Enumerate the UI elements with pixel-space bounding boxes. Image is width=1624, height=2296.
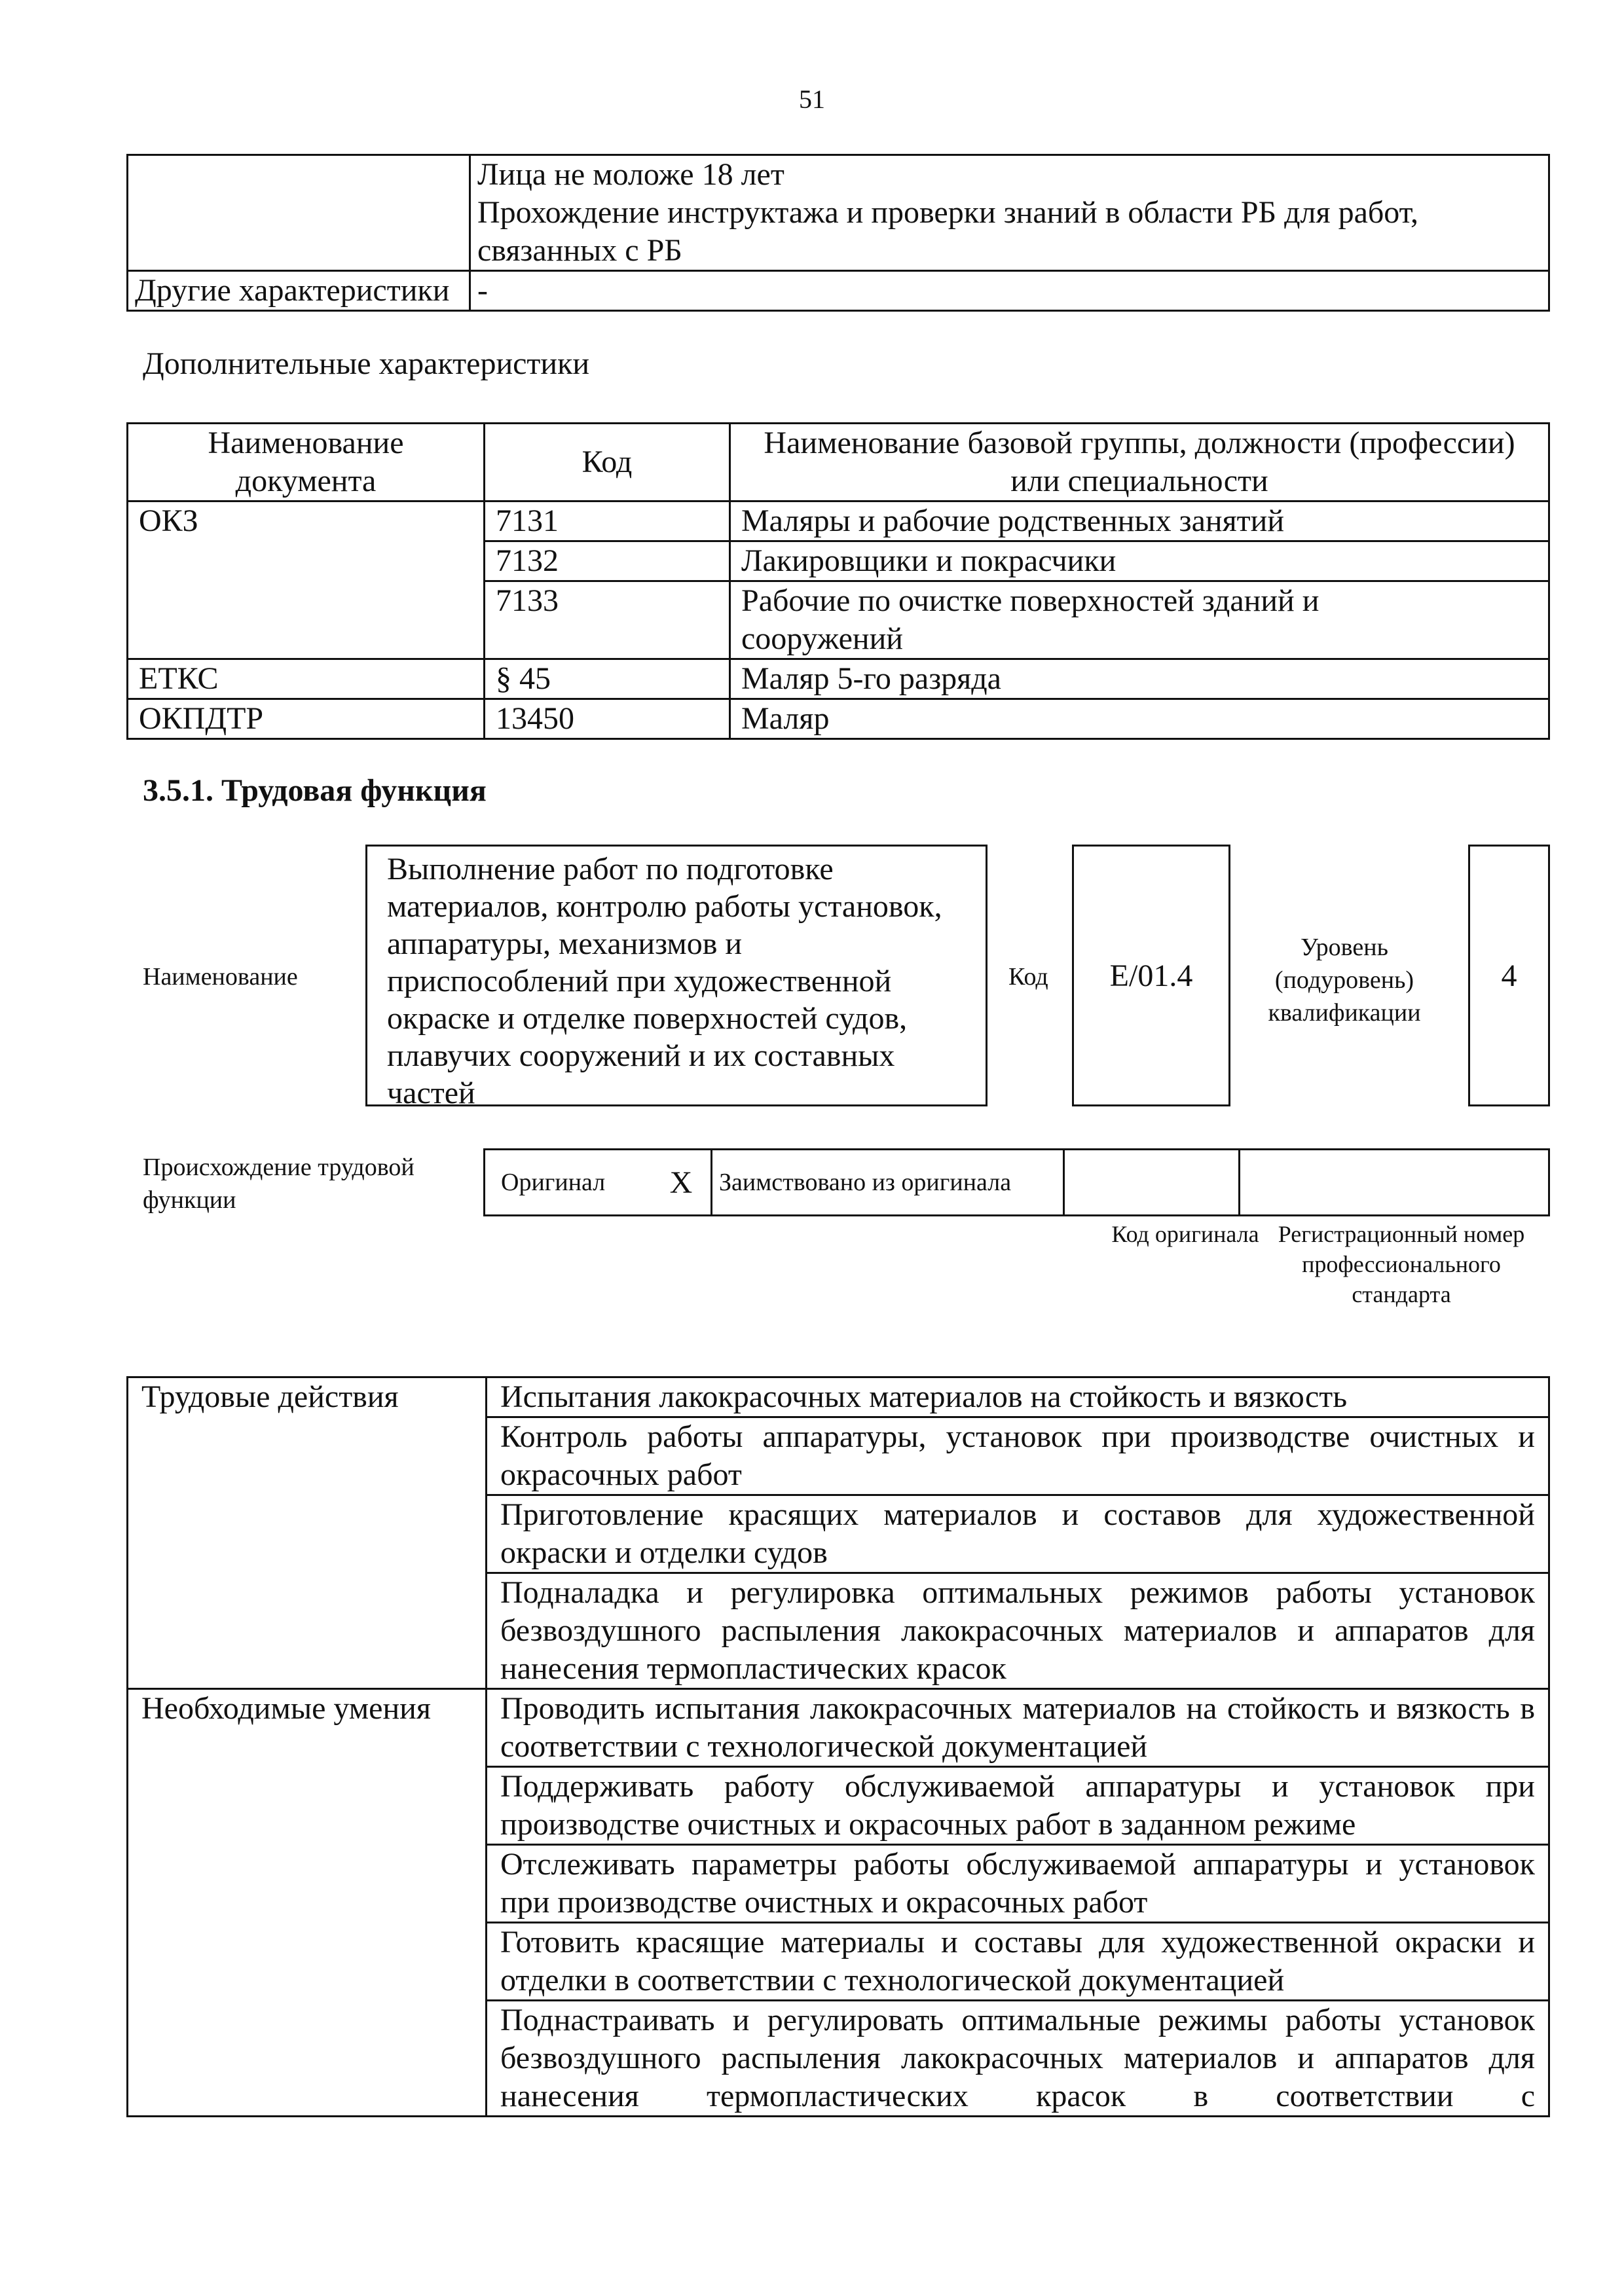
requirement-line: Лица не моложе 18 лет [477, 157, 784, 192]
function-heading: 3.5.1. Трудовая функция [143, 773, 487, 808]
okz-doc: ОКЗ [128, 501, 485, 659]
requirements-cell [470, 155, 1549, 271]
requirements-empty-cell [128, 155, 470, 271]
additional-characteristics-title: Дополнительные характеристики [143, 346, 590, 381]
function-name-label: Наименование [143, 963, 298, 991]
action-item: Подналадка и регулировка оптимальных режимов работы установок безвоздушного распыления лакокрасочных материалов и аппаратов для нанесения термопластических красок [487, 1573, 1549, 1689]
action-item: Испытания лакокрасочных материалов на стойкость и вязкость [487, 1377, 1549, 1417]
origin-original-label: Оригинал [485, 1150, 652, 1216]
origin-code-cell [1064, 1150, 1240, 1216]
requirement-line: Прохождение инструктажа и проверки знаний в области РБ для работ, связанных с РБ [477, 195, 1419, 268]
origin-reg-cell [1240, 1150, 1549, 1216]
etks-doc: ЕТКС [128, 659, 485, 699]
skill-item: Готовить красящие материалы и составы для художественной окраски и отделки в соответствии с технологической документацией [487, 1923, 1549, 2001]
okz-code: 7133 [485, 581, 730, 659]
origin-reg-caption: Регистрационный номер профессионального стандарта [1278, 1221, 1525, 1307]
etks-code: § 45 [485, 659, 730, 699]
skill-item: Поднастраивать и регулировать оптимальные режимы работы установок безвоздушного распыления лакокрасочных материалов и аппаратов для нанесения термопластических красок в соответствии с [487, 2001, 1549, 2117]
function-code-label: Код [1008, 963, 1048, 991]
qualification-level-box: 4 [1468, 845, 1550, 1106]
okz-name: Рабочие по очистке поверхностей зданий и сооружений [730, 581, 1549, 659]
page-number: 51 [799, 84, 825, 114]
origin-borrowed-label: Заимствовано из оригинала [712, 1150, 1064, 1216]
requirements-table [126, 154, 1550, 312]
origin-label-text: Происхождение трудовой функции [143, 1154, 415, 1214]
etks-name: Маляр 5-го разряда [730, 659, 1549, 699]
action-item: Приготовление красящих материалов и составов для художественной окраски и отделки судов [487, 1495, 1549, 1573]
other-characteristics-value: - [470, 271, 1549, 311]
origin-code-caption: Код оригинала [1111, 1221, 1259, 1247]
header-group-name: Наименование базовой группы, должности (профессии) или специальности [730, 424, 1549, 501]
header-document: Наименование документа [128, 424, 485, 501]
okz-code: 7132 [485, 541, 730, 581]
okz-name: Маляры и рабочие родственных занятий [730, 501, 1549, 541]
origin-label [143, 1151, 457, 1216]
origin-original-mark: X [652, 1150, 712, 1216]
okpdtr-code: 13450 [485, 699, 730, 739]
skill-item: Проводить испытания лакокрасочных материалов на стойкость и вязкость в соответствии с технологической документацией [487, 1689, 1549, 1767]
skill-item: Поддерживать работу обслуживаемой аппаратуры и установок при производстве очистных и окрасочных работ в заданном режиме [487, 1767, 1549, 1845]
skill-item: Отслеживать параметры работы обслуживаемой аппаратуры и установок при производстве очистных и окрасочных работ [487, 1845, 1549, 1923]
actions-skills-table [126, 1376, 1550, 2117]
okz-code: 7131 [485, 501, 730, 541]
action-item: Контроль работы аппаратуры, установок при производстве очистных и окрасочных работ [487, 1417, 1549, 1495]
additional-characteristics-table [126, 422, 1550, 740]
origin-table [483, 1148, 1550, 1216]
other-characteristics-label: Другие характеристики [128, 271, 470, 311]
qualification-level-label: Уровень (подуровень) квалификации [1268, 934, 1421, 1027]
skills-label: Необходимые умения [128, 1689, 487, 2117]
function-name-box: Выполнение работ по подготовке материалов, контролю работы установок, аппаратуры, механизмов и приспособлений при художественной окраске и отделке поверхностей судов, плавучих сооружений и их составных частей [365, 845, 987, 1106]
actions-label: Трудовые действия [128, 1377, 487, 1689]
header-code: Код [485, 424, 730, 501]
okpdtr-name: Маляр [730, 699, 1549, 739]
function-code-box: E/01.4 [1072, 845, 1230, 1106]
okz-name: Лакировщики и покрасчики [730, 541, 1549, 581]
okpdtr-doc: ОКПДТР [128, 699, 485, 739]
